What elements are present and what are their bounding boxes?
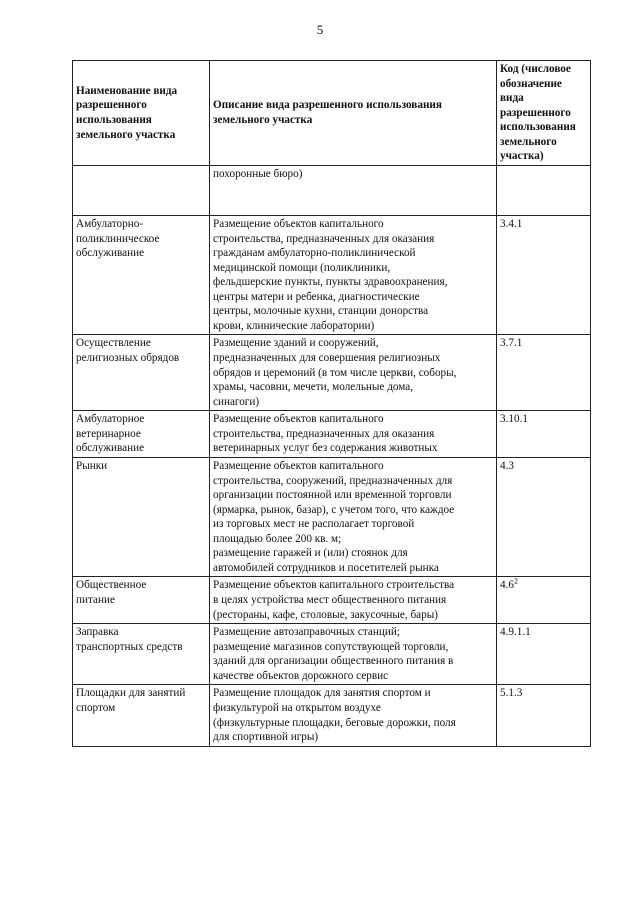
table-row xyxy=(73,335,591,411)
header-code: Код (числовое обозначение вида разрешенного использования земельного участка) xyxy=(497,61,591,166)
cell-code: 3.7.1 xyxy=(497,335,591,411)
page-number: 5 xyxy=(316,22,324,37)
table-row xyxy=(73,165,591,215)
land-use-table xyxy=(72,60,591,747)
table-row xyxy=(73,411,591,458)
cell-description: Размещение автозаправочных станций; размещение магазинов сопутствующей торговли, зданий для организации общественного питания в качестве объектов дорожного сервис xyxy=(210,624,497,685)
cell-description: похоронные бюро) xyxy=(210,165,497,215)
code-value: 4.6 xyxy=(500,579,514,592)
cell-name: Осуществление религиозных обрядов xyxy=(73,335,210,411)
cell-description: Размещение объектов капитального строительства, предназначенных для оказания ветеринарных услуг без содержания животных xyxy=(210,411,497,458)
table-row xyxy=(73,685,591,746)
table-row xyxy=(73,624,591,685)
cell-name: Амбулаторное ветеринарное обслуживание xyxy=(73,411,210,458)
cell-code: 3.4.1 xyxy=(497,215,591,335)
cell-name: Общественное питание xyxy=(73,577,210,624)
table-header-row xyxy=(73,61,591,166)
cell-description: Размещение объектов капитального строительства, сооружений, предназначенных для организации постоянной или временной торговли (ярмарка, рынок, базар), с учетом того, что каждое из торговых мест не располагает торговой площадью более 200 кв. м; размещение гаражей и (или) стоянок для автомобилей сотрудников и посетителей рынка xyxy=(210,457,497,577)
cell-code: 4.9.1.1 xyxy=(497,624,591,685)
cell-name: Рынки xyxy=(73,457,210,577)
cell-name: Заправка транспортных средств xyxy=(73,624,210,685)
cell-name: Площадки для занятий спортом xyxy=(73,685,210,746)
cell-name: Амбулаторно- поликлиническое обслуживание xyxy=(73,215,210,335)
cell-code: 4.3 xyxy=(497,457,591,577)
cell-description: Размещение объектов капитального строительства в целях устройства мест общественного питания (рестораны, кафе, столовые, закусочные, бары) xyxy=(210,577,497,624)
header-name: Наименование вида разрешенного использования земельного участка xyxy=(73,61,210,166)
cell-name xyxy=(73,165,210,215)
header-description: Описание вида разрешенного использования земельного участка xyxy=(210,61,497,166)
table-row xyxy=(73,215,591,335)
cell-description: Размещение площадок для занятия спортом и физкультурой на открытом воздухе (физкультурные площадки, беговые дорожки, поля для спортивной игры) xyxy=(210,685,497,746)
cell-description: Размещение зданий и сооружений, предназначенных для совершения религиозных обрядов и церемоний (в том числе церкви, соборы, храмы, часовни, мечети, молельные дома, синагоги) xyxy=(210,335,497,411)
cell-code: 5.1.3 xyxy=(497,685,591,746)
code-superscript: 2 xyxy=(513,576,518,586)
cell-code xyxy=(497,577,591,624)
cell-description: Размещение объектов капитального строительства, предназначенных для оказания гражданам амбулаторно-поликлинической медицинской помощи (поликлиники, фельдшерские пункты, пункты здравоохранения, центры матери и ребенка, диагностические центры, молочные кухни, станции донорства крови, клинические лаборатории) xyxy=(210,215,497,335)
table-row xyxy=(73,577,591,624)
table-row xyxy=(73,457,591,577)
cell-code xyxy=(497,165,591,215)
cell-code: 3.10.1 xyxy=(497,411,591,458)
